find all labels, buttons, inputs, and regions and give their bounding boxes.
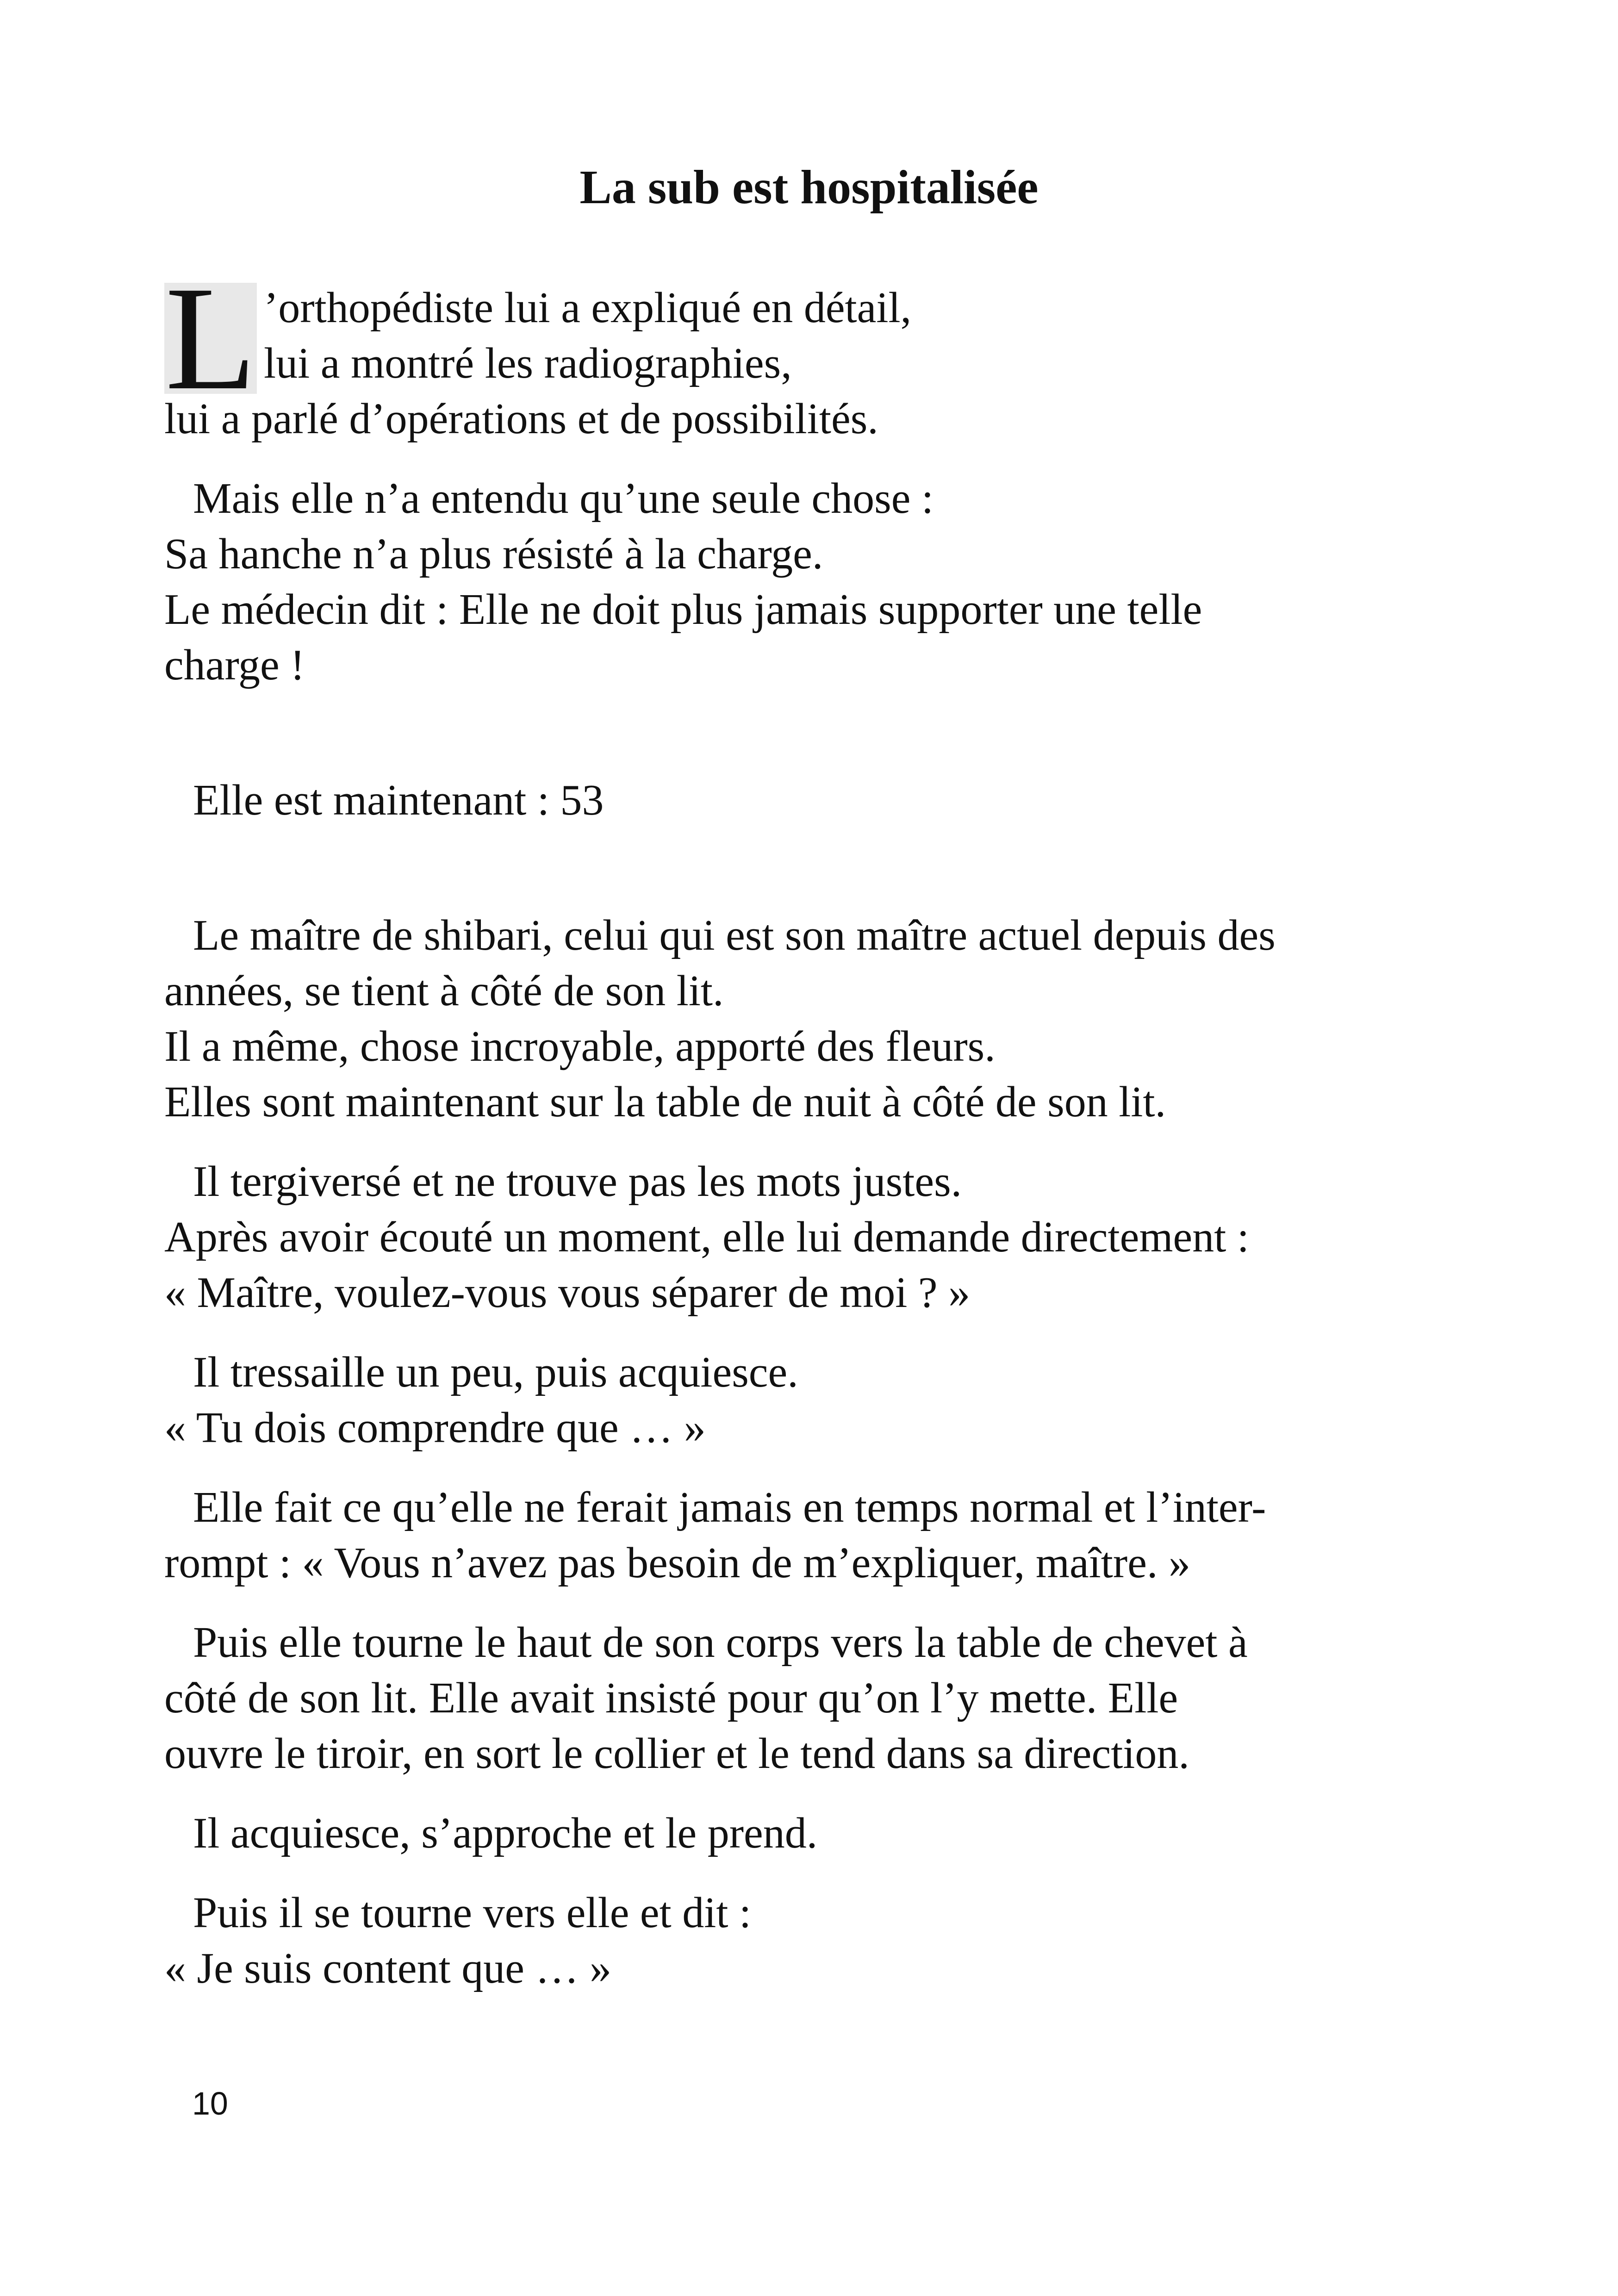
- paragraph-line: « Maître, voulez-vous vous séparer de moi ? »: [164, 1269, 971, 1317]
- paragraph-line: ouvre le tiroir, en sort le collier et le tend dans sa direction.: [164, 1730, 1189, 1778]
- drop-cap: [164, 255, 257, 421]
- paragraph-line: Elle est maintenant : 53: [193, 776, 604, 824]
- paragraph-line: Le médecin dit : Elle ne doit plus jamais supporter une telle: [164, 585, 1202, 634]
- paragraph-spacer: [164, 1781, 1460, 1805]
- paragraph-age: [164, 772, 1460, 828]
- paragraph-line: Il tressaille un peu, puis acquiesce.: [193, 1348, 798, 1396]
- paragraph-line: charge !: [164, 641, 305, 689]
- paragraph-line: Il tergiversé et ne trouve pas les mots justes.: [193, 1157, 962, 1206]
- paragraph-line: côté de son lit. Elle avait insisté pour qu’on l’y mette. Elle: [164, 1674, 1178, 1722]
- paragraph-diagnosis: [164, 471, 1460, 693]
- paragraph-line: Elle fait ce qu’elle ne ferait jamais en temps normal et l’inter-: [193, 1483, 1266, 1531]
- opening-line-1: ’orthopédiste lui a expliqué en détail,: [264, 284, 912, 332]
- paragraph-line: Elles sont maintenant sur la table de nuit à côté de son lit.: [164, 1078, 1166, 1126]
- chapter-title: La sub est hospitalisée: [579, 161, 1039, 214]
- opening-paragraph: [164, 255, 1460, 447]
- paragraph-spacer: [164, 828, 1460, 908]
- paragraph-spacer: [164, 1591, 1460, 1615]
- drop-cap-letter: L: [165, 255, 256, 421]
- paragraph-spacer: [164, 1456, 1460, 1480]
- paragraph-master: [164, 908, 1460, 1130]
- paragraph-line: Puis elle tourne le haut de son corps vers la table de chevet à: [193, 1618, 1248, 1667]
- paragraph-line: Puis il se tourne vers elle et dit :: [193, 1889, 752, 1937]
- paragraph-spacer: [164, 447, 1460, 471]
- paragraph-spacer: [164, 1130, 1460, 1154]
- paragraph-line: années, se tient à côté de son lit.: [164, 967, 724, 1015]
- paragraph-line: Il acquiesce, s’approche et le prend.: [193, 1809, 818, 1857]
- paragraph-spacer: [164, 1861, 1460, 1885]
- paragraph-takes-collar: [164, 1805, 1460, 1861]
- paragraph-line: rompt : « Vous n’avez pas besoin de m’expliquer, maître. »: [164, 1539, 1190, 1587]
- page-number: 10: [192, 2085, 228, 2122]
- paragraph-line: Sa hanche n’a plus résisté à la charge.: [164, 530, 823, 578]
- paragraph-line: Après avoir écouté un moment, elle lui demande directement :: [164, 1213, 1249, 1261]
- paragraph-line: Le maître de shibari, celui qui est son maître actuel depuis des: [193, 911, 1276, 959]
- paragraph-spacer: [164, 1320, 1460, 1344]
- paragraph-question: [164, 1154, 1460, 1320]
- paragraph-answer: [164, 1344, 1460, 1456]
- paragraph-interruption: [164, 1480, 1460, 1591]
- paragraph-collar: [164, 1615, 1460, 1781]
- chapter-body: [164, 255, 1460, 1996]
- paragraph-line: « Je suis content que … »: [164, 1944, 611, 1992]
- opening-line-3: lui a parlé d’opérations et de possibilités.: [164, 395, 878, 443]
- paragraph-line: Il a même, chose incroyable, apporté des fleurs.: [164, 1022, 996, 1070]
- paragraph-closing: [164, 1885, 1460, 1996]
- paragraph-spacer: [164, 693, 1460, 772]
- opening-line-2: lui a montré les radiographies,: [264, 339, 792, 387]
- paragraph-line: « Tu dois comprendre que … »: [164, 1404, 706, 1452]
- paragraph-line: Mais elle n’a entendu qu’une seule chose :: [193, 474, 934, 523]
